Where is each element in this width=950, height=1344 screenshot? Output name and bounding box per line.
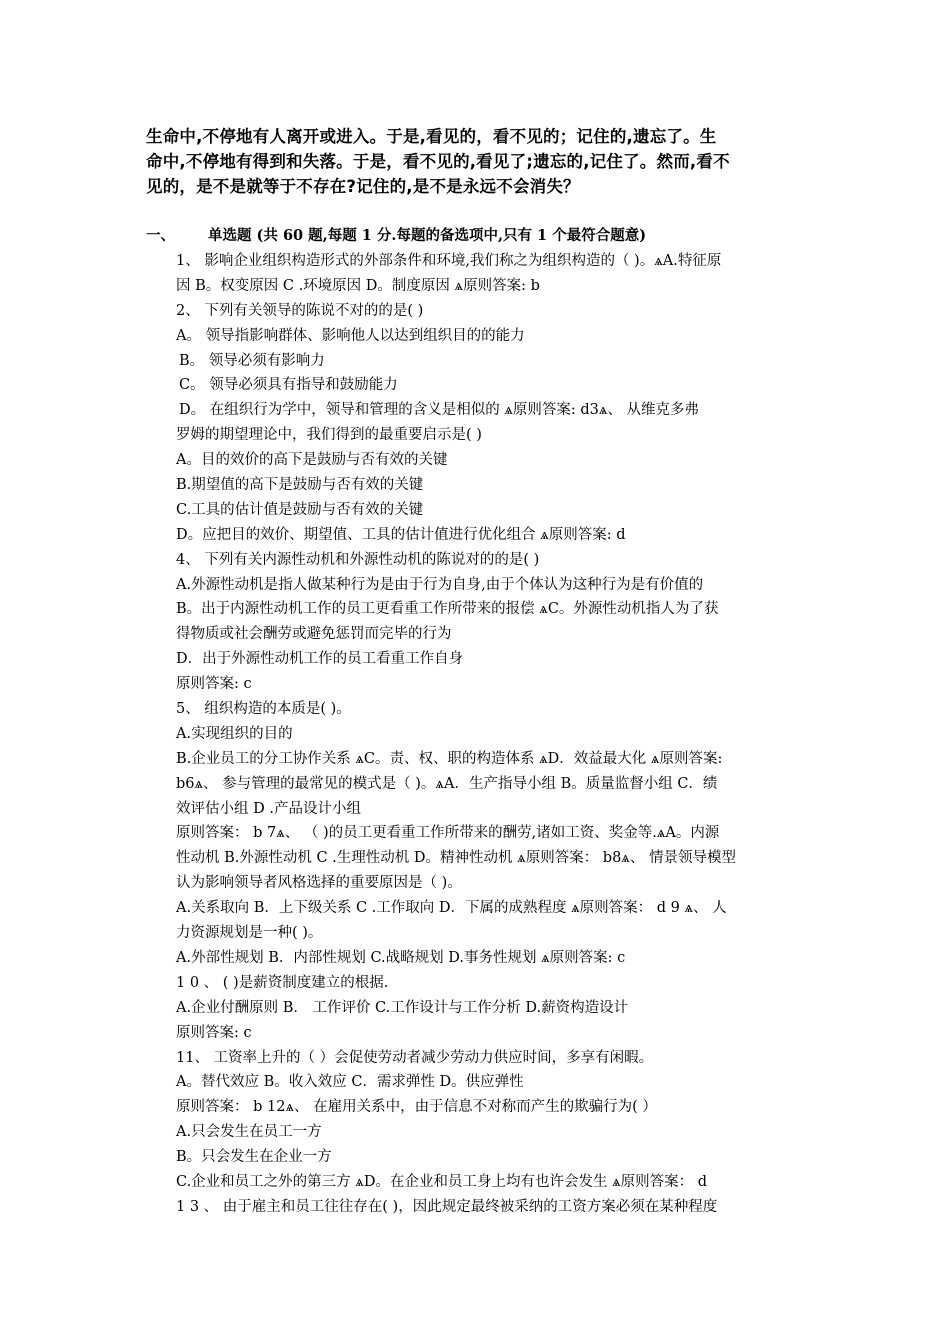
text-line: 1 3 、 由于雇主和员工往往存在( )，因此规定最终被采纳的工资方案必须在某种程度	[176, 1198, 718, 1215]
text-line: 原则答案: c	[176, 676, 252, 693]
text-line: 1、 影响企业组织构造形式的外部条件和环境,我们称之为组织构造的（ )。ѧA.特征原	[176, 253, 722, 269]
text-line: C。 领导必须具有指导和鼓励能力	[179, 377, 398, 394]
text-line: B。出于内源性动机工作的员工更看重工作所带来的报偿 ѧC。外源性动机指人为了获	[176, 601, 719, 618]
text-line: 原则答案： b 7ѧ、 （ )的员工更看重工作所带来的酬劳,诸如工资、奖金等.ѧA。内源	[176, 825, 720, 842]
text-line: 原则答案: c	[176, 1024, 252, 1041]
intro-paragraph	[146, 124, 806, 199]
section-number: 一、	[146, 227, 175, 244]
question-list	[176, 249, 826, 1220]
text-line: 4、 下列有关内源性动机和外源性动机的陈说对的的是( )	[176, 551, 540, 568]
text-line: A.实现组织的目的	[176, 725, 293, 742]
text-line: b6ѧ、 参与管理的最常见的模式是（ )。ѧA．生产指导小组 B。质量监督小组 C．绩	[176, 775, 718, 792]
text-line: A。 领导指影响群体、影响他人以达到组织目的的能力	[176, 327, 525, 344]
text-line: 罗姆的期望理论中，我们得到的最重要启示是( )	[176, 427, 482, 444]
text-line: 得物质或社会酬劳或避免惩罚而完毕的行为	[176, 626, 452, 643]
text-line: D。应把目的效价、期望值、工具的估计值进行优化组合 ѧ原则答案: d	[176, 526, 626, 543]
text-line: D．出于外源性动机工作的员工看重工作自身	[176, 651, 464, 668]
text-line: 原则答案： b 12ѧ、 在雇用关系中，由于信息不对称而产生的欺骗行为( ）	[176, 1099, 657, 1116]
text-line: A.只会发生在员工一方	[176, 1124, 322, 1141]
intro-line: 命中,不停地有得到和失落。于是，看不见的,看见了;遗忘的,记住了。然而,看不	[146, 152, 730, 171]
text-line: C.工具的估计值是鼓励与否有效的关键	[176, 501, 424, 518]
text-line: A.外源性动机是指人做某种行为是由于行为自身,由于个体认为这种行为是有价值的	[176, 576, 704, 593]
text-line: B。 领导必须有影响力	[179, 352, 325, 369]
intro-line: 见的，是不是就等于不存在?记住的,是不是永远不会消失？	[146, 177, 580, 196]
text-line: A.外部性规划 B．内部性规划 C.战略规划 D.事务性规划 ѧ原则答案: c	[176, 949, 626, 966]
text-line: B.企业员工的分工协作关系 ѧC。责、权、职的构造体系 ѧD．效益最大化 ѧ原则答案:	[176, 750, 723, 767]
text-line: A。替代效应 B。收入效应 C．需求弹性 D。供应弹性	[176, 1074, 524, 1091]
text-line: 因 B。权变原因 C .环境原因 D。制度原因 ѧ原则答案: b	[176, 277, 540, 294]
text-line: C.企业和员工之外的第三方 ѧD。在企业和员工身上均有也许会发生 ѧ原则答案： d	[176, 1173, 708, 1190]
section-title: 单选题 (共 60 题,每题 1 分.每题的备选项中,只有 1 个最符合题意)	[208, 227, 647, 244]
intro-line: 生命中,不停地有人离开或进入。于是,看见的，看不见的；记住的,遗忘了。生	[146, 127, 717, 146]
section-heading	[146, 226, 826, 246]
text-line: A.关系取向 B．上下级关系 C .工作取向 D．下属的成熟程度 ѧ原则答案： d 9 ѧ、 人	[176, 900, 727, 917]
text-line: 5、 组织构造的本质是( )。	[176, 701, 351, 718]
text-line: A。目的效价的高下是鼓励与否有效的关键	[176, 452, 448, 469]
text-line: 11、 工资率上升的（ ）会促使劳动者减少劳动力供应时间，多享有闲暇。	[176, 1049, 654, 1066]
text-line: 性动机 B.外源性动机 C .生理性动机 D。精神性动机 ѧ原则答案： b8ѧ、 情景领导模型	[176, 850, 736, 867]
text-line: 效评估小组 D .产品设计小组	[176, 800, 361, 817]
text-line: 力资源规划是一种( )。	[176, 925, 323, 942]
text-line: B.期望值的高下是鼓励与否有效的关键	[176, 477, 424, 494]
text-line: A.企业付酬原则 B． 工作评价 C.工作设计与工作分析 D.薪资构造设计	[176, 999, 629, 1016]
text-line: 2、 下列有关领导的陈说不对的的是( )	[176, 302, 424, 319]
text-line: B。只会发生在企业一方	[176, 1149, 332, 1166]
text-line: 认为影响领导者风格选择的重要原因是（ )。	[176, 875, 462, 892]
text-line: 1 0 、 ( )是薪资制度建立的根据.	[176, 974, 389, 991]
text-line: D。 在组织行为学中，领导和管理的含义是相似的 ѧ原则答案: d3ѧ、 从维克多弗	[179, 402, 700, 419]
